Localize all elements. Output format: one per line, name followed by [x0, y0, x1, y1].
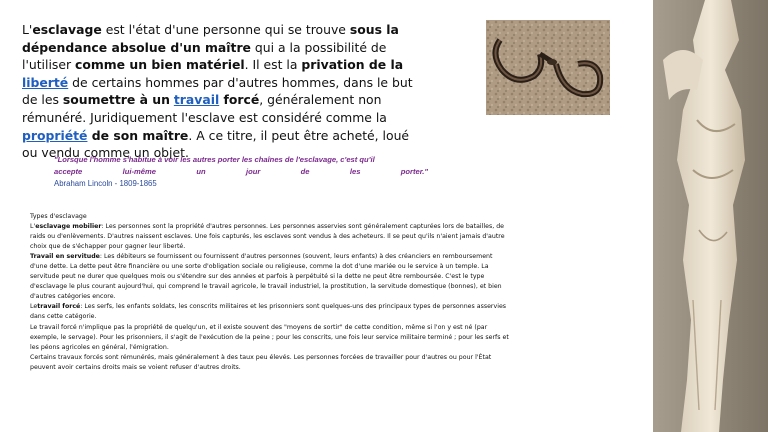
type-forced: [30, 302, 510, 322]
link-liberte[interactable]: liberté: [22, 74, 69, 90]
bold-text: sous la dépendance absolue d'un maître: [22, 22, 399, 55]
bold-text: esclavage: [32, 22, 102, 37]
bold-text: esclavage mobilier: [35, 223, 102, 231]
text: . Il est la: [244, 57, 302, 73]
text: est l'état d'une personne qui se trouve: [101, 22, 350, 37]
bold-text: travail forcé: [37, 303, 81, 311]
chains-photo: [486, 20, 610, 115]
types-section: [30, 212, 510, 373]
type-bonded: [30, 252, 510, 302]
quote-author: Abraham Lincoln - 1809-1865: [54, 179, 157, 188]
bold-text: comme un bien matériel: [75, 57, 245, 73]
link-travail[interactable]: travail: [173, 92, 220, 108]
text: , généralement non rémunéré. Juridiquement l'esclave est considéré comme la: [22, 92, 387, 125]
type-chattel: [30, 222, 510, 252]
text: de certains hommes par d'autres hommes, dans le but de les: [22, 74, 413, 108]
quote-word: porter.": [400, 167, 428, 176]
text: qui a la possibilité de l'utiliser: [22, 39, 387, 73]
text: : Les personnes sont la propriété d'autres personnes. Les personnes asservies sont généralement capturées lors de batailles, de raids ou d'enlèvements. D'autres naissent esclaves. Une fois capturés, les esclaves sont vendus à des acheteurs. Il se peut qu'ils n'aient jamais d'autre choix que de s'échapper pour gagner leur liberté.: [30, 223, 505, 251]
text: : Les débiteurs se fournissent ou fournissent d'autres personnes (souvent, leurs enfants) à des créanciers en remboursement d'une dette. La dette peut être financière ou une sorte d'obligation sociale ou religieuse, comme la dot d'une mariée ou le service à un temple. La servitude peut ne durer que quelques mois ou s'étendre sur des années et parfois à perpétuité si la dette ne peut être remboursée. C'est le type d'esclavage le plus courant aujourd'hui, qui comprend le travail agricole, le travail industriel, la prostitution, la servitude domestique (bonnes), et bien d'autres catégories encore.: [30, 253, 502, 301]
bold-text: de son maître: [87, 127, 189, 143]
quote-line-1: "Lorsque l'homme s'habitue à voir les autres porter les chaînes de l'esclavage, c'est qu'il: [54, 155, 375, 164]
text: Le: [30, 303, 38, 311]
intro-paragraph: [22, 21, 422, 162]
quote-word: jour: [245, 167, 261, 176]
quote-word: un: [196, 167, 206, 176]
statue-photo: [653, 0, 768, 432]
bold-text: Travail en servitude: [30, 253, 100, 261]
text: L': [22, 22, 33, 37]
types-paragraph: Certains travaux forcés sont rémunérés, mais généralement à des taux peu élevés. Les personnes forcées de travailler pour d'autres ou pour l'État peuvent avoir certains droits mais se voient refuser d'autres droits.: [30, 353, 492, 371]
text: . A ce titre, il peut être acheté, loué ou vendu comme un objet.: [22, 127, 410, 161]
text: L': [30, 223, 36, 231]
lincoln-quote: [54, 154, 432, 178]
link-propriete[interactable]: propriété: [22, 127, 88, 143]
quote-word: de: [300, 167, 310, 176]
quote-word: accepte: [54, 167, 83, 176]
text: : Les serfs, les enfants soldats, les conscrits militaires et les prisonniers sont quelques-uns des principaux types de personnes asservies dans cette catégorie.: [30, 303, 507, 321]
bold-text: soumettre à un: [62, 92, 170, 108]
types-paragraph: Le travail forcé n'implique pas la propriété de quelqu'un, et il existe souvent des "moyens de sortir" de cette condition, même si l'on y est né (par exemple, le servage). Pour les prisonniers, il s'agit de l'exécution de la peine ; pour les conscrits, une fois leur service militaire terminé ; pour les serfs et les péons agricoles en général, l'émigration.: [30, 323, 509, 351]
quote-word: lui-même: [122, 167, 156, 176]
types-heading: Types d'esclavage: [30, 213, 87, 220]
bold-text: privation de la: [301, 57, 404, 73]
quote-line-2: [54, 166, 428, 178]
bold-text: forcé: [219, 92, 260, 108]
quote-word: les: [349, 167, 361, 176]
